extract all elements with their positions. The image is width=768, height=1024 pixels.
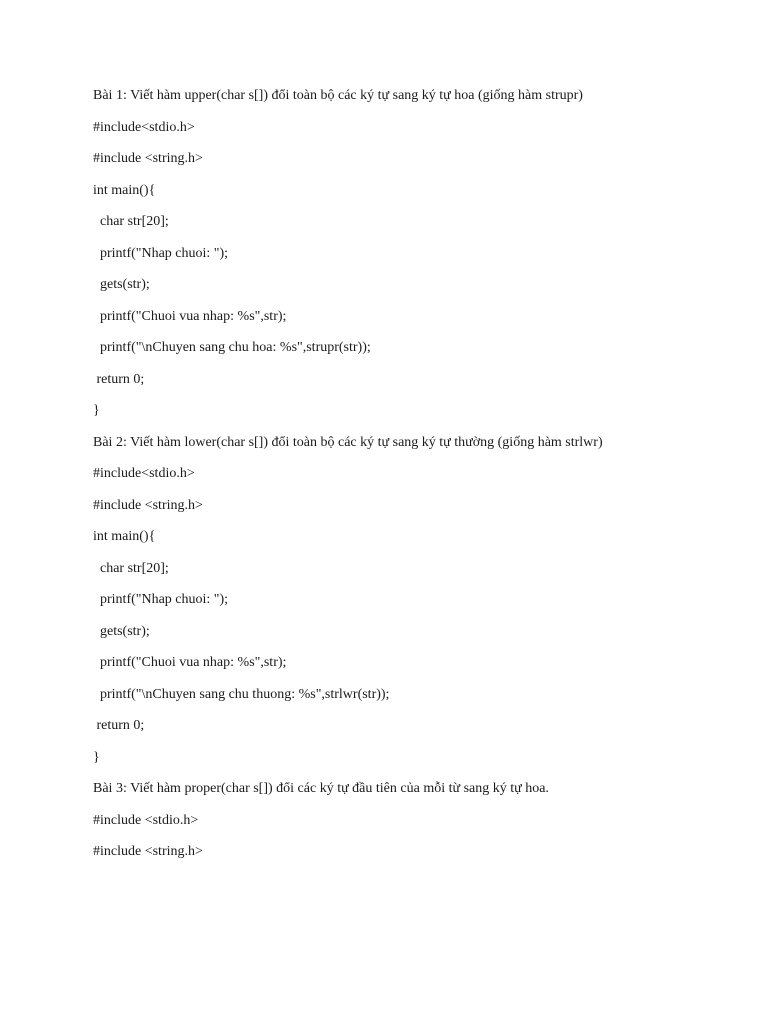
code-line: #include <string.h> — [93, 844, 203, 859]
exercise-1-title: Bài 1: Viết hàm upper(char s[]) đổi toàn bộ các ký tự sang ký tự hoa (giống hàm strupr) — [93, 88, 583, 103]
code-line: int main(){ — [93, 529, 156, 544]
code-line: } — [93, 749, 100, 765]
code-line: printf("Chuoi vua nhap: %s",str); — [93, 308, 287, 324]
code-line: char str[20]; — [93, 214, 169, 229]
code-line: gets(str); — [93, 277, 150, 292]
code-line: printf("Chuoi vua nhap: %s",str); — [93, 655, 287, 670]
code-line: char str[20]; — [93, 560, 169, 576]
code-line: int main(){ — [93, 182, 156, 198]
code-line: } — [93, 403, 100, 418]
exercise-3-title: Bài 3: Viết hàm proper(char s[]) đổi các ký tự đầu tiên của mỗi từ sang ký tự hoa. — [93, 781, 549, 796]
code-line: printf("Nhap chuoi: "); — [93, 245, 229, 261]
code-line: return 0; — [93, 371, 145, 387]
code-line: #include <string.h> — [93, 151, 203, 166]
code-line: printf("\nChuyen sang chu thuong: %s",strlwr(str)); — [93, 686, 390, 702]
code-line: #include<stdio.h> — [93, 119, 195, 135]
code-line: #include <string.h> — [93, 497, 203, 513]
code-line: #include <stdio.h> — [93, 812, 199, 828]
code-line: gets(str); — [93, 623, 150, 639]
code-line: #include<stdio.h> — [93, 466, 195, 481]
code-line: printf("\nChuyen sang chu hoa: %s",strupr(str)); — [93, 340, 371, 355]
document-body — [93, 84, 753, 872]
code-line: printf("Nhap chuoi: "); — [93, 592, 229, 607]
code-line: return 0; — [93, 718, 145, 733]
exercise-2-title: Bài 2: Viết hàm lower(char s[]) đổi toàn bộ các ký tự sang ký tự thường (giống hàm strlwr) — [93, 434, 603, 450]
